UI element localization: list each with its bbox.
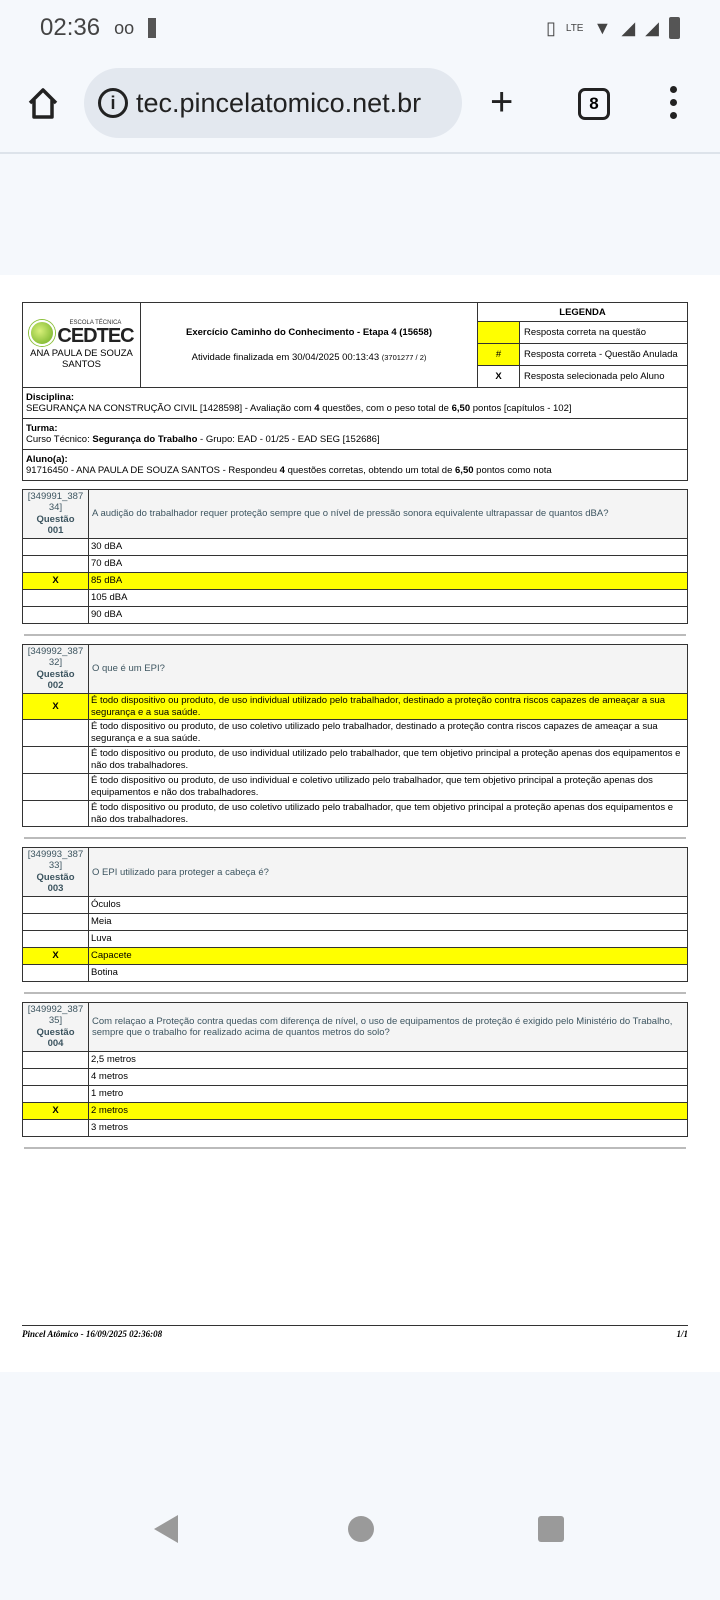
legend-mark: X: [478, 366, 520, 388]
answer-option: [23, 800, 688, 827]
selection-mark: [23, 897, 89, 914]
question-id-cell: [23, 490, 89, 539]
selection-mark: [23, 747, 89, 774]
question-table: [22, 644, 688, 828]
answer-option: [23, 720, 688, 747]
option-text: 1 metro: [89, 1086, 688, 1103]
android-nav-bar: [0, 1500, 720, 1560]
school-cell: [23, 303, 141, 388]
question-id: [349992_38735]: [27, 1004, 84, 1027]
question-label: Questão: [36, 513, 75, 525]
question-number: 001: [47, 524, 64, 536]
question-number: 002: [47, 679, 64, 691]
logo-subtitle: ESCOLA TÉCNICA: [69, 320, 122, 326]
selection-mark: X: [23, 1103, 89, 1120]
option-text: É todo dispositivo ou produto, de uso individual e coletivo utilizado pelo trabalhador, que tem objetivo principal a proteção apenas dos equipamentos e não dos trabalhadores.: [89, 773, 688, 800]
question-label: Questão: [36, 872, 75, 884]
url-text: tec.pincelatomico.net.br: [136, 87, 422, 118]
browser-toolbar: [0, 68, 720, 138]
voicemail-icon: oo: [114, 17, 135, 38]
clock: 02:36: [40, 14, 101, 41]
selection-mark: [23, 720, 89, 747]
selection-mark: [23, 914, 89, 931]
question-text: A audição do trabalhador requer proteção sempre que o nível de pressão sonora equivalente ultrapassar de quantos dBA?: [89, 490, 688, 539]
option-text: 2 metros: [89, 1103, 688, 1120]
question-text: Com relaçao a Proteção contra quedas com diferença de nível, o uso de equipamentos de proteção é exigido pelo Ministério do Trabalho, sempre que o trabalho for realizado acima de quantos metros do solo?: [89, 1003, 688, 1052]
option-text: Meia: [89, 914, 688, 931]
student-name: ANA PAULA DE SOUZA SANTOS: [30, 348, 133, 370]
question-id-cell: [23, 644, 89, 693]
finished-code: (3701277 / 2): [381, 353, 427, 362]
aluno-info: Aluno(a): 91716450 - ANA PAULA DE SOUZA SANTOS - Respondeu 4 questões corretas, obtendo um total de 6,50 pontos como nota: [23, 450, 688, 481]
legend-title: LEGENDA: [478, 303, 688, 322]
selection-mark: [23, 606, 89, 623]
finished-text: Atividade finalizada em 30/04/2025 00:13:43: [191, 352, 380, 363]
option-text: 85 dBA: [89, 572, 688, 589]
answer-option: [23, 965, 688, 982]
selection-mark: [23, 555, 89, 572]
question-table: [22, 489, 688, 624]
signal-icon: ◢: [621, 17, 636, 38]
legend-label: Resposta selecionada pelo Aluno: [520, 366, 688, 388]
selection-mark: [23, 1069, 89, 1086]
question-id-cell: [23, 848, 89, 897]
selection-mark: [23, 800, 89, 827]
question-separator: [24, 1147, 686, 1149]
header-table: [22, 302, 688, 481]
selection-mark: [23, 773, 89, 800]
volte-icon: LTE: [565, 22, 584, 34]
info-icon[interactable]: i: [98, 88, 128, 118]
option-text: 90 dBA: [89, 606, 688, 623]
option-text: Óculos: [89, 897, 688, 914]
question-table: [22, 1002, 688, 1137]
document-page: [0, 275, 720, 1372]
question-id: [349993_38733]: [27, 849, 84, 872]
option-text: 2,5 metros: [89, 1052, 688, 1069]
divider: [0, 152, 720, 154]
selection-mark: [23, 1120, 89, 1137]
home-button[interactable]: [348, 1516, 374, 1542]
new-tab-icon[interactable]: +: [490, 80, 514, 124]
answer-option: [23, 931, 688, 948]
option-text: É todo dispositivo ou produto, de uso individual utilizado pelo trabalhador, destinado a proteção contra riscos capazes de ameaçar a sua segurança e a sua saúde.: [89, 693, 688, 720]
option-text: 30 dBA: [89, 538, 688, 555]
selection-mark: [23, 931, 89, 948]
answer-option: [23, 589, 688, 606]
question-id: [349991_38734]: [27, 491, 84, 513]
question-label: Questão: [36, 668, 75, 680]
selection-mark: [23, 965, 89, 982]
legend-mark: #: [478, 344, 520, 366]
answer-option: [23, 747, 688, 774]
question-id: [349992_38732]: [27, 645, 84, 668]
option-text: Botina: [89, 965, 688, 982]
selection-mark: [23, 1052, 89, 1069]
selection-mark: [23, 589, 89, 606]
vibrate-icon: ▯: [545, 17, 556, 38]
address-bar[interactable]: [84, 68, 462, 138]
question-number: 003: [47, 883, 64, 895]
question-table: [22, 847, 688, 982]
logo-emblem-icon: [29, 320, 55, 346]
question-text: O que é um EPI?: [89, 644, 688, 693]
signal-icon-2: ◢: [645, 17, 659, 38]
answer-option: [23, 572, 688, 589]
answer-option: [23, 693, 688, 720]
logo-name: CEDTEC: [57, 325, 134, 347]
answer-option: [23, 606, 688, 623]
option-text: É todo dispositivo ou produto, de uso coletivo utilizado pelo trabalhador, que tem objetivo principal a proteção apenas dos equipamentos e não dos trabalhadores.: [89, 800, 688, 827]
option-text: 105 dBA: [89, 589, 688, 606]
answer-option: [23, 897, 688, 914]
legend-mark: [478, 322, 520, 344]
answer-option: [23, 773, 688, 800]
school-logo: [26, 320, 137, 346]
answer-option: [23, 1052, 688, 1069]
answer-option: [23, 555, 688, 572]
questions-list: [22, 489, 688, 1149]
answer-option: [23, 1086, 688, 1103]
question-separator: [24, 992, 686, 994]
back-button[interactable]: [154, 1515, 178, 1543]
selection-mark: [23, 1086, 89, 1103]
battery-icon: [669, 17, 680, 39]
selection-mark: [23, 538, 89, 555]
legend-label: Resposta correta na questão: [520, 322, 688, 344]
more-menu-icon[interactable]: [670, 86, 677, 119]
option-text: 70 dBA: [89, 555, 688, 572]
answer-option: [23, 1069, 688, 1086]
flashlight-icon: [148, 18, 156, 38]
answer-option: [23, 538, 688, 555]
answer-option: [23, 948, 688, 965]
option-text: 4 metros: [89, 1069, 688, 1086]
option-text: 3 metros: [89, 1120, 688, 1137]
question-number: 004: [47, 1038, 64, 1050]
page-number: 1/1: [676, 1329, 688, 1339]
page-footer: [22, 1325, 688, 1339]
disciplina-info: Disciplina: SEGURANÇA NA CONSTRUÇÃO CIVIL [1428598] - Avaliação com 4 questões, com o peso total de 6,50 pontos [capítulos - 102]: [23, 388, 688, 419]
title-cell: [141, 303, 478, 388]
answer-option: [23, 914, 688, 931]
question-text: O EPI utilizado para proteger a cabeça é?: [89, 848, 688, 897]
question-separator: [24, 837, 686, 839]
tab-switcher-button[interactable]: 8: [578, 88, 610, 120]
option-text: Capacete: [89, 948, 688, 965]
footer-timestamp: Pincel Atômico - 16/09/2025 02:36:08: [22, 1329, 163, 1339]
legend-label: Resposta correta - Questão Anulada: [520, 344, 688, 366]
wifi-icon: ▼: [593, 17, 612, 38]
selection-mark: X: [23, 693, 89, 720]
activity-title: Exercício Caminho do Conhecimento - Etapa 4 (15658): [185, 327, 432, 338]
recents-button[interactable]: [538, 1516, 564, 1542]
turma-info: Turma: Curso Técnico: Segurança do Trabalho - Grupo: EAD - 01/25 - EAD SEG [152686]: [23, 419, 688, 450]
option-text: É todo dispositivo ou produto, de uso individual utilizado pelo trabalhador, que tem objetivo principal a proteção apenas dos equipamentos e não dos trabalhadores.: [89, 747, 688, 774]
option-text: É todo dispositivo ou produto, de uso coletivo utilizado pelo trabalhador, destinado a proteção contra riscos capazes de ameaçar a sua segurança e a sua saúde.: [89, 720, 688, 747]
question-id-cell: [23, 1003, 89, 1052]
answer-option: [23, 1120, 688, 1137]
question-label: Questão: [36, 1027, 75, 1039]
status-bar: [0, 0, 720, 56]
option-text: Luva: [89, 931, 688, 948]
selection-mark: X: [23, 948, 89, 965]
selection-mark: X: [23, 572, 89, 589]
question-separator: [24, 634, 686, 636]
answer-option: [23, 1103, 688, 1120]
home-icon[interactable]: [26, 86, 60, 120]
